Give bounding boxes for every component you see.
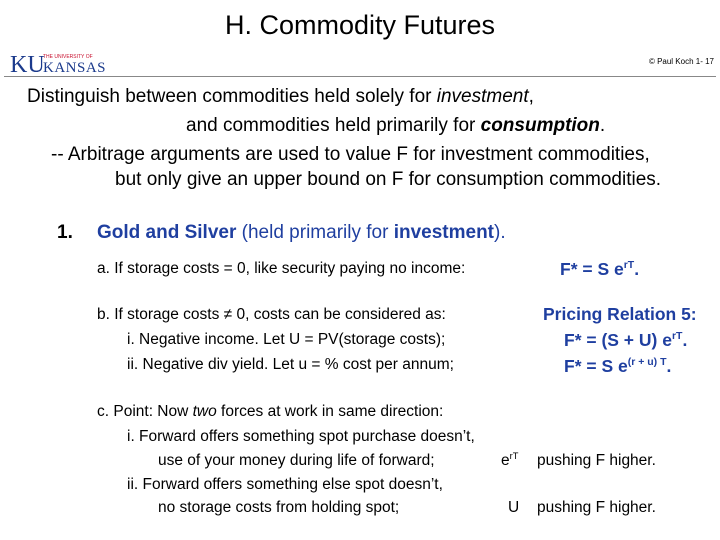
item-c-line-1: c. Point: Now two forces at work in same direction:	[97, 403, 444, 420]
logo-ku: KU	[10, 52, 45, 76]
intro-line-1: Distinguish between commodities held solely for investment,	[27, 86, 534, 107]
header-divider	[4, 76, 716, 77]
intro-line-3: -- Arbitrage arguments are used to value F for investment commodities,	[51, 144, 650, 165]
logo-kansas: KANSAS	[43, 60, 107, 76]
ku-logo	[10, 50, 110, 76]
item-c-ii-push: pushing F higher.	[537, 499, 656, 516]
pricing-relation: Pricing Relation 5:	[543, 304, 697, 324]
intro-line-2: and commodities held primarily for consumption.	[186, 115, 606, 136]
copyright: © Paul Koch 1- 17	[648, 57, 714, 66]
item-c-ii-line-2: no storage costs from holding spot;	[158, 499, 400, 516]
slide-title: H. Commodity Futures	[224, 10, 496, 40]
logo-university: THE UNIVERSITY OF	[43, 54, 93, 60]
intro-line-4: but only give an upper bound on F for consumption commodities.	[115, 169, 662, 190]
item-a-text: a. If storage costs = 0, like security paying no income:	[97, 260, 466, 277]
section-number: 1.	[57, 222, 73, 243]
item-c-i-line-1: i. Forward offers something spot purchase doesn’t,	[127, 428, 475, 445]
item-b-ii-text: ii. Negative div yield. Let u = % cost per annum;	[127, 356, 454, 373]
item-c-i-line-2: use of your money during life of forward;	[158, 452, 435, 469]
item-c-ii-line-1: ii. Forward offers something else spot doesn’t,	[127, 476, 443, 493]
item-b-i-formula: F* = (S + U) $e^{rT}$.	[564, 330, 688, 350]
item-b-i-text: i. Negative income. Let U = PV(storage costs);	[127, 331, 446, 348]
item-c-ii-u: U	[508, 499, 520, 516]
item-a-formula: F* = S $e^{rT}$.	[560, 259, 640, 279]
section-heading: Gold and Silver (held primarily for investment).	[97, 222, 506, 243]
item-b-ii-formula: F* = S $e^{(r + u) T}$.	[564, 356, 672, 376]
item-b-text: b. If storage costs ≠ 0, costs can be considered as:	[97, 306, 446, 323]
item-c-i-push: pushing F higher.	[537, 452, 656, 469]
item-c-i-exp: $e^{rT}$	[501, 450, 519, 469]
